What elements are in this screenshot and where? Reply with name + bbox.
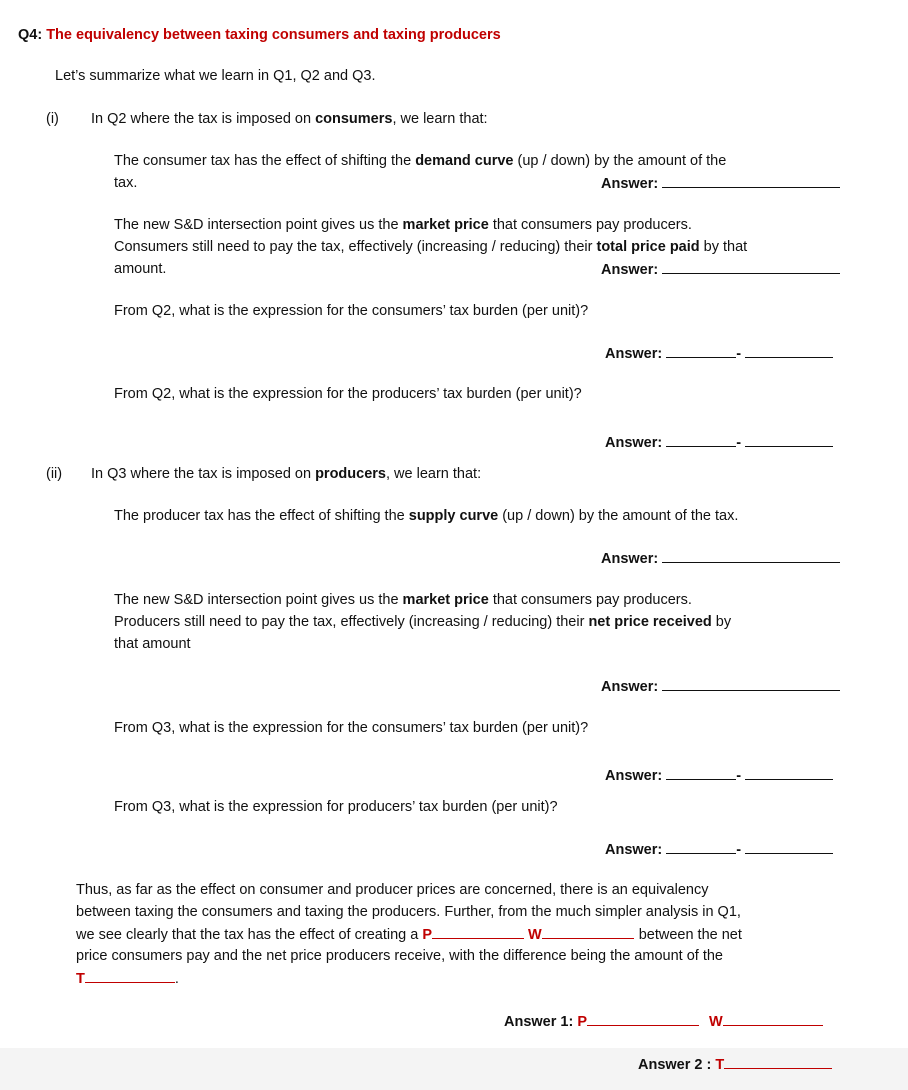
answer-blank-left[interactable] xyxy=(666,343,736,358)
part-ii-lead-c: , we learn that: xyxy=(386,466,482,482)
answer-ii-2 xyxy=(601,676,840,697)
part-ii-q2-l2-c: by xyxy=(711,614,732,630)
conclusion-line2: between taxing the consumers and taxing the producers. Further, from the much simpler analysis in Q1, xyxy=(76,904,741,920)
conclusion-w-letter: W xyxy=(528,927,542,943)
answer-ii-1 xyxy=(601,548,840,569)
answer-label: Answer: xyxy=(605,435,663,451)
part-i-q2-l2-b: total price paid xyxy=(596,239,700,255)
conclusion-p-blank[interactable] xyxy=(432,924,524,939)
part-i-q3: From Q2, what is the expression for the consumers’ tax burden (per unit)? xyxy=(114,303,589,319)
part-ii-q3: From Q3, what is the expression for the consumers’ tax burden (per unit)? xyxy=(114,720,589,736)
part-ii-q1-a: The producer tax has the effect of shifting the xyxy=(114,508,409,524)
answer-blank-right[interactable] xyxy=(745,432,833,447)
conclusion-line4: price consumers pay and the net price producers receive, with the difference being the amount of the xyxy=(76,948,723,964)
question-number: Q4: xyxy=(18,27,43,43)
answer-i-4 xyxy=(605,432,833,453)
answer-blank-left[interactable] xyxy=(666,765,736,780)
part-ii-q4: From Q3, what is the expression for producers’ tax burden (per unit)? xyxy=(114,799,558,815)
part-i-q2-l2-a: Consumers still need to pay the tax, effectively (increasing / reducing) their xyxy=(114,239,597,255)
part-ii-lead-a: In Q3 where the tax is imposed on xyxy=(91,466,316,482)
part-ii-q1-b: supply curve xyxy=(408,508,499,524)
part-ii-q2-line2 xyxy=(114,612,731,632)
part-ii-q1 xyxy=(114,506,738,526)
part-i-q2-l1-a: The new S&D intersection point gives us the xyxy=(114,217,403,233)
conclusion-line3 xyxy=(76,924,742,945)
part-ii-lead xyxy=(91,464,481,484)
conclusion-t-letter: T xyxy=(76,971,85,987)
dash-separator: - xyxy=(736,842,742,858)
part-i-q2-line3: amount. xyxy=(114,261,167,277)
final-answer-1-label: Answer 1: xyxy=(504,1014,578,1030)
conclusion-line3-a: we see clearly that the tax has the effect of creating a xyxy=(76,927,423,943)
answer-blank-left[interactable] xyxy=(666,839,736,854)
part-i-q4: From Q2, what is the expression for the producers’ tax burden (per unit)? xyxy=(114,386,582,402)
final-answer-1-p: P xyxy=(577,1014,588,1030)
part-i-lead-a: In Q2 where the tax is imposed on xyxy=(91,111,316,127)
part-ii-q2-line1 xyxy=(114,590,692,610)
dash-separator: - xyxy=(736,768,742,784)
answer-blank[interactable] xyxy=(662,676,840,691)
final-answer-1 xyxy=(504,1011,823,1032)
question-title xyxy=(18,25,501,45)
answer-i-1 xyxy=(601,173,840,194)
part-i-q1-a: The consumer tax has the effect of shifting the xyxy=(114,153,416,169)
answer-label: Answer: xyxy=(601,679,659,695)
part-ii-q2-l1-a: The new S&D intersection point gives us the xyxy=(114,592,403,608)
answer-blank-right[interactable] xyxy=(745,839,833,854)
part-i-q2-line1 xyxy=(114,215,692,235)
part-i-q1-b: demand curve xyxy=(415,153,514,169)
part-ii-q1-c: (up / down) by the amount of the tax. xyxy=(498,508,739,524)
answer-ii-3 xyxy=(605,765,833,786)
final-answer-1-w-blank[interactable] xyxy=(723,1011,823,1026)
part-i-q1-c: (up / down) by the amount of the xyxy=(513,153,727,169)
conclusion-line1: Thus, as far as the effect on consumer and producer prices are concerned, there is an equivalency xyxy=(76,882,709,898)
conclusion-line3-b: between the net xyxy=(638,927,742,943)
part-ii-label: (ii) xyxy=(46,466,63,482)
answer-blank-left[interactable] xyxy=(666,432,736,447)
conclusion-period: . xyxy=(174,971,179,987)
final-answer-2-label: Answer 2 : xyxy=(638,1057,716,1073)
part-ii-q2-l2-b: net price received xyxy=(588,614,712,630)
final-answer-2-t: T xyxy=(715,1057,725,1073)
part-i-lead xyxy=(91,109,488,129)
dash-separator: - xyxy=(736,435,742,451)
final-answer-1-p-blank[interactable] xyxy=(587,1011,699,1026)
answer-i-2 xyxy=(601,259,840,280)
answer-label: Answer: xyxy=(605,842,663,858)
part-ii-q2-line3: that amount xyxy=(114,636,191,652)
answer-blank[interactable] xyxy=(662,548,840,563)
part-i-lead-c: , we learn that: xyxy=(392,111,488,127)
answer-blank[interactable] xyxy=(662,173,840,188)
part-i-label: (i) xyxy=(46,111,59,127)
part-ii-q2-l1-c: that consumers pay producers. xyxy=(488,592,692,608)
conclusion-line5 xyxy=(76,968,179,989)
part-ii-lead-b: producers xyxy=(315,466,386,482)
answer-blank[interactable] xyxy=(662,259,840,274)
dash-separator: - xyxy=(736,346,742,362)
part-ii-q2-l1-b: market price xyxy=(402,592,489,608)
answer-ii-4 xyxy=(605,839,833,860)
conclusion-t-blank[interactable] xyxy=(85,968,175,983)
answer-label: Answer: xyxy=(601,551,659,567)
answer-label: Answer: xyxy=(605,346,663,362)
part-i-q2-l1-c: that consumers pay producers. xyxy=(488,217,692,233)
part-ii-q2-l2-a: Producers still need to pay the tax, effectively (increasing / reducing) their xyxy=(114,614,589,630)
part-i-q2-l1-b: market price xyxy=(402,217,489,233)
part-i-q1-line1 xyxy=(114,151,726,171)
part-i-lead-b: consumers xyxy=(315,111,393,127)
answer-label: Answer: xyxy=(601,176,659,192)
part-i-q2-line2 xyxy=(114,237,747,257)
final-answer-2-t-blank[interactable] xyxy=(724,1054,832,1069)
answer-blank-right[interactable] xyxy=(745,765,833,780)
answer-i-3 xyxy=(605,343,833,364)
intro-text: Let’s summarize what we learn in Q1, Q2 and Q3. xyxy=(55,68,376,84)
part-i-q1-line2: tax. xyxy=(114,175,138,191)
conclusion-p-letter: P xyxy=(422,927,432,943)
final-answer-2 xyxy=(638,1054,832,1075)
answer-label: Answer: xyxy=(601,262,659,278)
final-answer-1-w: W xyxy=(709,1014,723,1030)
conclusion-w-blank[interactable] xyxy=(542,924,634,939)
part-i-q2-l2-c: by that xyxy=(699,239,748,255)
answer-label: Answer: xyxy=(605,768,663,784)
answer-blank-right[interactable] xyxy=(745,343,833,358)
question-title-text: The equivalency between taxing consumers and taxing producers xyxy=(46,27,501,43)
